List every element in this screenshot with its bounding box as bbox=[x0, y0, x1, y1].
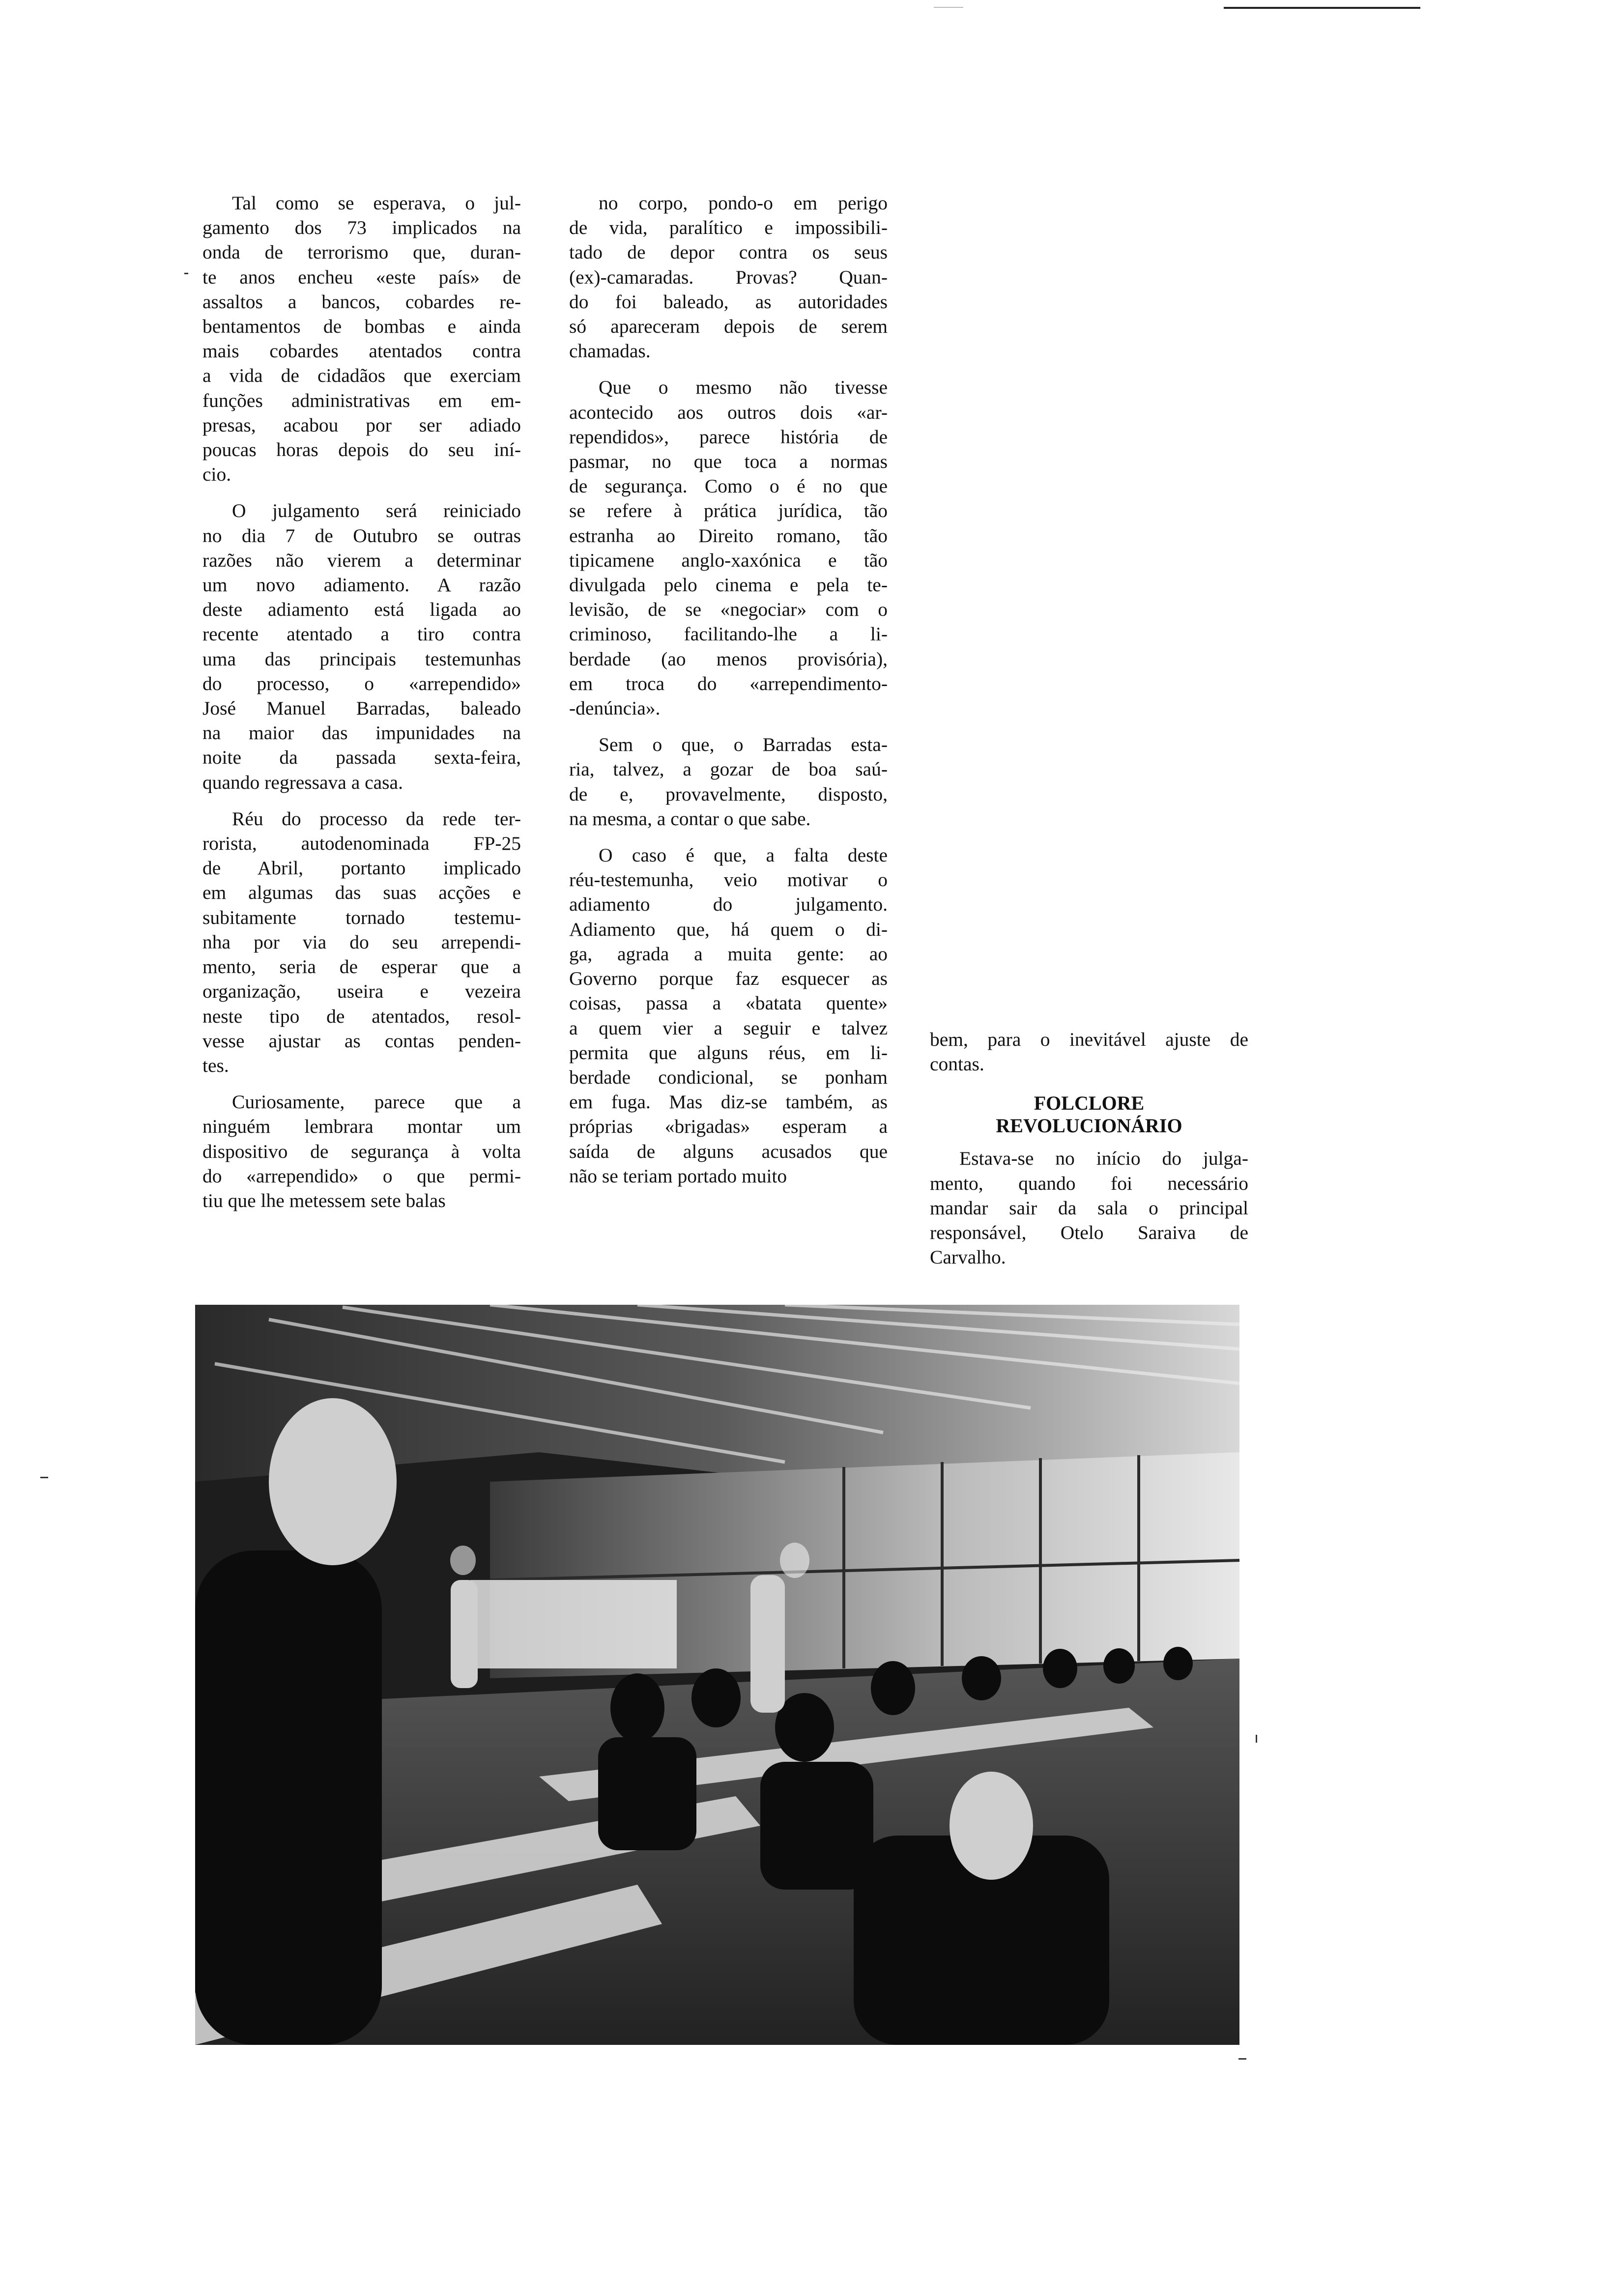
paragraph bbox=[569, 375, 888, 720]
text-line: poucas horas depois do seu iní- bbox=[202, 439, 521, 461]
text-line: acontecido aos outros dois «ar- bbox=[569, 401, 888, 423]
text-line: bem, para o inevitável ajuste de bbox=[930, 1029, 1248, 1050]
text-line: a quem vier a seguir e talvez bbox=[569, 1017, 888, 1039]
text-line: Estava-se no início do julga- bbox=[959, 1148, 1248, 1170]
text-line: a vida de cidadãos que exerciam bbox=[202, 365, 521, 387]
text-line: na mesma, a contar o que sabe. bbox=[569, 807, 811, 830]
text-line: chamadas. bbox=[569, 340, 651, 362]
text-line: berdade (ao menos provisória), bbox=[569, 648, 888, 670]
text-line: rorista, autodenominada FP-25 bbox=[202, 832, 521, 855]
courtroom-photo bbox=[195, 1305, 1239, 2045]
text-line: em troca do «arrependimento- bbox=[569, 672, 888, 694]
text-line: contas. bbox=[930, 1053, 984, 1075]
margin-mark bbox=[184, 273, 188, 274]
text-line: uma das principais testemunhas bbox=[202, 648, 521, 670]
text-line: funções administrativas em em- bbox=[202, 389, 521, 411]
text-line: coisas, passa a «batata quente» bbox=[569, 992, 888, 1014]
text-line: não se teriam portado muito bbox=[569, 1165, 787, 1187]
text-line: deste adiamento está ligada ao bbox=[202, 599, 521, 621]
text-line: nha por via do seu arrependi- bbox=[202, 931, 521, 953]
margin-mark bbox=[40, 1477, 48, 1478]
text-line: te anos encheu «este país» de bbox=[202, 266, 521, 288]
text-line: criminoso, facilitando-lhe a li- bbox=[569, 623, 888, 645]
text-line: Tal como se esperava, o jul- bbox=[232, 192, 521, 214]
heading-line: FOLCLORE bbox=[1034, 1092, 1145, 1115]
text-line: se refere à prática jurídica, tão bbox=[569, 500, 888, 522]
text-line: tes. bbox=[202, 1054, 229, 1076]
text-line: O caso é que, a falta deste bbox=[599, 844, 888, 866]
text-line: levisão, de se «negociar» com o bbox=[569, 599, 888, 621]
text-line: Que o mesmo não tivesse bbox=[599, 376, 888, 399]
text-line: razões não vierem a determinar bbox=[202, 549, 521, 571]
text-line: vesse ajustar as contas penden- bbox=[202, 1030, 521, 1052]
section-heading bbox=[930, 1092, 1248, 1137]
text-line: quando regressava a casa. bbox=[202, 771, 403, 793]
text-line: só apareceram depois de serem bbox=[569, 316, 888, 338]
text-line: de e, provavelmente, disposto, bbox=[569, 783, 888, 805]
paragraph bbox=[930, 1027, 1248, 1076]
heading-line: REVOLUCIONÁRIO bbox=[996, 1115, 1182, 1137]
paragraph bbox=[569, 191, 888, 363]
text-line: cio. bbox=[202, 463, 231, 486]
paragraph bbox=[202, 1090, 521, 1213]
text-line: Governo porque faz esquecer as bbox=[569, 968, 888, 990]
paragraph bbox=[202, 806, 521, 1078]
text-line: do processo, o «arrependido» bbox=[202, 672, 521, 694]
text-line: em fuga. Mas diz-se também, as bbox=[569, 1091, 888, 1113]
text-line: recente atentado a tiro contra bbox=[202, 623, 521, 645]
text-line: saída de alguns acusados que bbox=[569, 1140, 888, 1162]
text-line: Réu do processo da rede ter- bbox=[232, 807, 521, 830]
text-line: onda de terrorismo que, duran- bbox=[202, 241, 521, 263]
text-line: mandar sair da sala o principal bbox=[930, 1197, 1248, 1219]
paragraph bbox=[202, 498, 521, 794]
text-line: tiu que lhe metessem sete balas bbox=[202, 1189, 446, 1211]
text-line: de Abril, portanto implicado bbox=[202, 857, 521, 879]
text-line: no corpo, pondo-o em perigo bbox=[599, 192, 888, 214]
text-line: gamento dos 73 implicados na bbox=[202, 217, 521, 239]
top-rule bbox=[1224, 7, 1420, 9]
text-line: réu-testemunha, veio motivar o bbox=[569, 869, 888, 891]
text-line: de segurança. Como o é no que bbox=[569, 475, 888, 497]
text-line: tado de depor contra os seus bbox=[569, 241, 888, 263]
paragraph bbox=[569, 732, 888, 831]
text-line: um novo adiamento. A razão bbox=[202, 574, 521, 596]
article-column-1 bbox=[202, 191, 521, 1225]
text-line: noite da passada sexta-feira, bbox=[202, 746, 521, 769]
text-line: berdade condicional, se ponham bbox=[569, 1066, 888, 1088]
top-rule-faint bbox=[934, 7, 963, 8]
text-line: divulgada pelo cinema e pela te- bbox=[569, 574, 888, 596]
text-line: organização, useira e vezeira bbox=[202, 980, 521, 1003]
text-line: (ex)-camaradas. Provas? Quan- bbox=[569, 266, 888, 288]
text-line: pasmar, no que toca a normas bbox=[569, 451, 888, 473]
text-line: do foi baleado, as autoridades bbox=[569, 290, 888, 313]
paragraph bbox=[930, 1146, 1248, 1269]
text-line: mento, seria de esperar que a bbox=[202, 956, 521, 978]
text-line: ga, agrada a muita gente: ao bbox=[569, 943, 888, 965]
text-line: O julgamento será reiniciado bbox=[232, 500, 521, 522]
text-line: Adiamento que, há quem o di- bbox=[569, 918, 888, 940]
text-line: Sem o que, o Barradas esta- bbox=[599, 734, 888, 756]
paragraph bbox=[569, 843, 888, 1188]
text-line: -denúncia». bbox=[569, 697, 661, 719]
text-line: bentamentos de bombas e ainda bbox=[202, 316, 521, 338]
text-line: presas, acabou por ser adiado bbox=[202, 414, 521, 436]
article-column-3 bbox=[930, 1027, 1248, 1281]
text-line: no dia 7 de Outubro se outras bbox=[202, 524, 521, 546]
article-column-2 bbox=[569, 191, 888, 1200]
text-line: próprias «brigadas» esperam a bbox=[569, 1116, 888, 1138]
text-line: permita que alguns réus, em li- bbox=[569, 1041, 888, 1063]
text-line: ria, talvez, a gozar de boa saú- bbox=[569, 758, 888, 780]
text-line: assaltos a bancos, cobardes re- bbox=[202, 290, 521, 313]
text-line: Carvalho. bbox=[930, 1246, 1006, 1268]
text-line: subitamente tornado testemu- bbox=[202, 906, 521, 928]
text-line: ninguém lembrara montar um bbox=[202, 1116, 521, 1138]
text-line: estranha ao Direito romano, tão bbox=[569, 524, 888, 546]
photo-illustration bbox=[195, 1305, 1239, 2045]
text-line: do «arrependido» o que permi- bbox=[202, 1165, 521, 1187]
text-line: em algumas das suas acções e bbox=[202, 882, 521, 904]
text-line: responsável, Otelo Saraiva de bbox=[930, 1222, 1248, 1244]
text-line: Curiosamente, parece que a bbox=[232, 1091, 521, 1113]
text-line: na maior das impunidades na bbox=[202, 722, 521, 744]
text-line: rependidos», parece história de bbox=[569, 426, 888, 448]
text-line: dispositivo de segurança à volta bbox=[202, 1140, 521, 1162]
text-line: adiamento do julgamento. bbox=[569, 893, 888, 916]
paragraph bbox=[202, 191, 521, 487]
text-line: mento, quando foi necessário bbox=[930, 1172, 1248, 1194]
text-line: mais cobardes atentados contra bbox=[202, 340, 521, 362]
text-line: neste tipo de atentados, resol- bbox=[202, 1005, 521, 1027]
text-line: tipicamene anglo-xaxónica e tão bbox=[569, 549, 888, 571]
margin-mark bbox=[1238, 2058, 1246, 2060]
text-line: José Manuel Barradas, baleado bbox=[202, 697, 521, 719]
text-line: de vida, paralítico e impossibili- bbox=[569, 217, 888, 239]
margin-mark bbox=[1256, 1735, 1257, 1743]
